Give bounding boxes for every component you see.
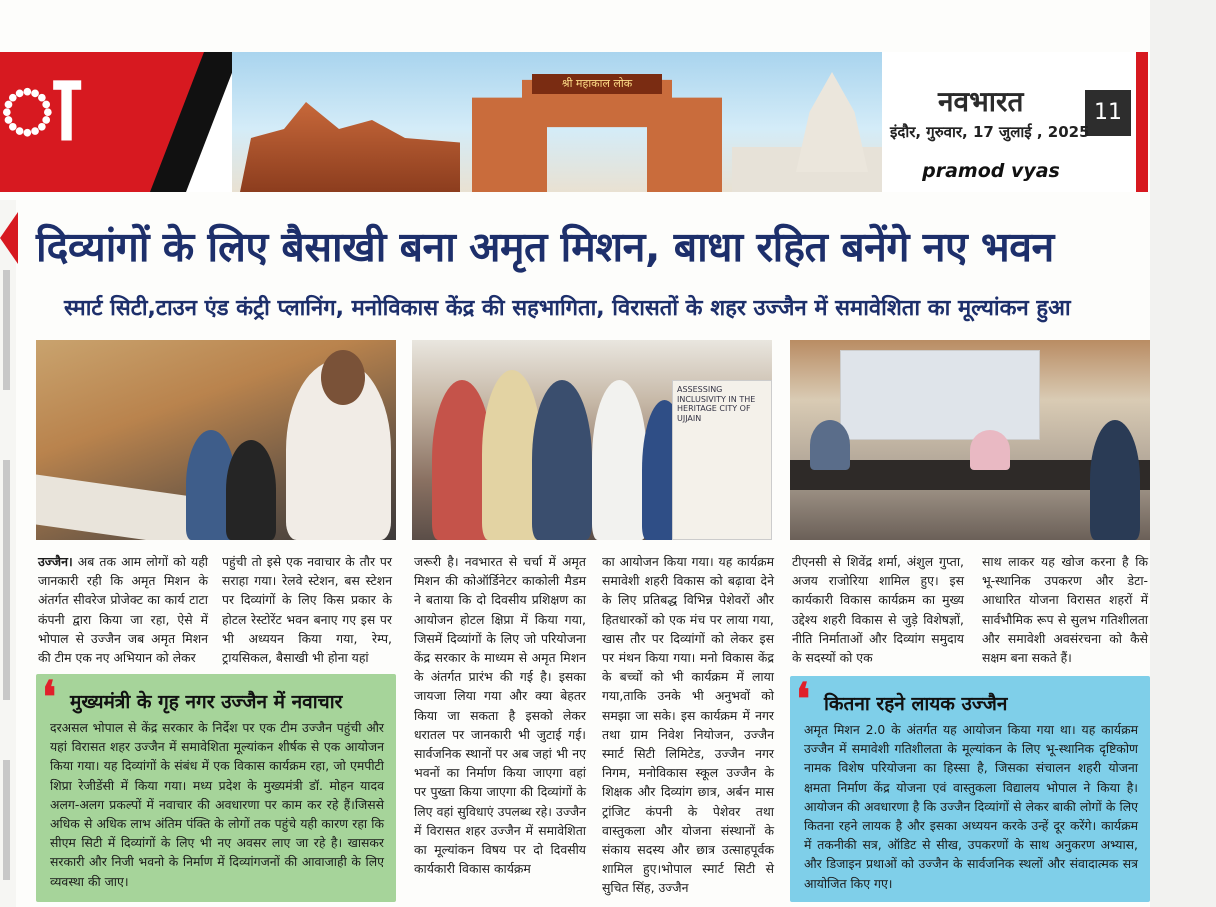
page-margin-right — [1150, 0, 1216, 907]
event-banner: ASSESSING INCLUSIVITY IN THE HERITAGE CITY OF UJJAIN — [672, 380, 772, 540]
sidebar-box-title: कितना रहने लायक उज्जैन — [824, 693, 1008, 715]
quote-mark-icon: ❛ — [796, 674, 811, 725]
section-marker-arrow — [0, 212, 18, 264]
attendee-figure — [1090, 420, 1140, 540]
sidebar-box-livability — [790, 676, 1150, 902]
speaker-head — [321, 350, 365, 405]
projection-screen — [840, 350, 1040, 440]
masthead-right-rule — [1136, 52, 1148, 192]
article-column-1-text: अब तक आम लोगों को यही जानकारी रही कि अमृत मिशन के अंतर्गत सीवरेज प्रोजेक्ट का कार्य टाटा कंपनी द्वारा किया जा रहा, ऐसे में भोपाल से उज्जैन जब अमृत मिशन की टीम एक नए अभियान को लेकर — [38, 554, 208, 666]
quote-mark-icon: ❛ — [42, 672, 57, 723]
attendee-figure — [226, 440, 276, 540]
adjacent-page-mark — [3, 760, 10, 880]
attendee-figure — [810, 420, 850, 470]
participant-figure — [532, 380, 592, 540]
temple-illustration — [240, 102, 460, 192]
author-tag: pramod vyas — [904, 154, 1078, 188]
adjacent-page-mark — [3, 270, 10, 390]
newspaper-name: नवभारत — [938, 85, 1024, 118]
dateline-lead: उज्जैन। — [38, 554, 73, 569]
article-column-6: साथ लाकर यह खोज करना है कि भू-स्थानिक उपकरण और डेटा-आधारित योजना विरासत शहरों में सार्वभौमिक रूप से सुलभ गतिशीलता और समावेशी अवसंरचना को कैसे सक्षम बना सकते हैं। — [982, 554, 1148, 666]
sidebar-box-text: दरअसल भोपाल से केंद्र सरकार के निर्देश पर एक टीम उज्जैन पहुंची और यहां विरासत शहर उज्जैन में समावेशिता मूल्यांकन शीर्षक से एक आयोजन किया गया। यह दिव्यांगों के संबंध में एक विकास कार्यक्रम रहा, जो एमपीटी शिप्रा रेजीडेंसी में किया गया। मध्य प्रदेश के मुख्यमंत्री डॉ. मोहन यादव अलग-अलग प्रकल्पों में नवाचार की अवधारणा पर काम कर रहे हैं।जिससे अधिक से अधिक लाभ अंतिम पंक्ति के लोगों तक पहुंचे यही कारण रहा कि सीएम सिटी में दिव्यांगों के लिए भी नए अवसर लाए जा रहे है। खासकर सरकारी और निजी भवनो के निर्माण में दिव्यांगजनों की आवाजाही के लिए व्यवस्था की जाए। — [50, 720, 384, 889]
article-column-4: का आयोजन किया गया। यह कार्यक्रम समावेशी शहरी विकास को बढ़ावा देने के लिए प्रतिबद्ध विभिन्न पेशेवरों और हितधारकों को एक मंच पर लाया गया, खास तौर पर दिव्यांगों को लेकर इस पर मंथन किया गया। मनो विकास केंद्र के बच्चों को भी कार्यक्रम में लाया गया,ताकि उनके भी अनुभवों को समझा जा सके। इस कार्यक्रम में नगर तथा ग्राम निवेश नियोजन, उज्जैन स्मार्ट सिटी लिमिटेड, उज्जैन नगर निगम, मनोविकास स्कूल उज्जैन के शिक्षक और दिव्यांग छात्र, अर्बन मास ट्रांजिट कंपनी के पेशेवर तथा वास्तुकला और योजना संस्थानों के संकाय सदस्य और छात्र उत्साहपूर्वक शामिल हुए।भोपाल स्मार्ट सिटी से सुचित सिंह, उज्जैन — [602, 554, 774, 896]
article-column-2: पहुंची तो इसे एक नवाचार के तौर पर सराहा गया। रेलवे स्टेशन, बस स्टेशन पर दिव्यांगों के लिए किस प्रकार के होटल रेस्टोरेंट भवन बनाए गए इस पर भी अध्ययन किया गया, रेम्प, ट्रायसिकल, बैसाखी भी होना यहां — [222, 554, 392, 666]
headline: दिव्यांगों के लिए बैसाखी बना अमृत मिशन, बाधा रहित बनेंगे नए भवन — [36, 223, 1054, 271]
gate-sign-text: श्री महाकाल लोक — [532, 74, 662, 94]
shikhara-illustration — [787, 72, 877, 172]
attendee-figure — [970, 430, 1010, 470]
page-number: 11 — [1085, 90, 1131, 136]
participant-figure — [592, 380, 647, 540]
sidebar-box-title: मुख्यमंत्री के गृह नगर उज्जैन में नवाचार — [70, 691, 343, 713]
photo-conference-room — [790, 340, 1150, 540]
sidebar-box-text: अमृत मिशन 2.0 के अंतर्गत यह आयोजन किया गया था। यह कार्यक्रम उज्जैन में समावेशी गतिशीलता के मूल्यांकन के लिए भू-स्थानिक दृष्टिकोण नामक विशेष परियोजना का हिस्सा है, जिसका संचालन शहरी योजना क्षमता निर्माण केंद्र योजना एवं वास्तुकला विद्यालय भोपाल ने किया है। आयोजन की अवधारणा है कि उज्जैन दिव्यांगों से लेकर बाकी लोगों के लिए कितना रहने लायक है और इसका अध्ययन करके उन्हें दूर करेंगे। कार्यक्रम में तकनीकी सत्र, ऑडिट से सीख, उपकरणों के साथ अनुकरण अभ्यास, और डिजाइन प्रथाओं को उज्जैन के सार्वजनिक स्थलों और संवादात्मक सत्र आयोजित किए गए। — [804, 722, 1138, 891]
masthead-temple-illustration — [232, 52, 882, 192]
masthead — [0, 52, 1150, 192]
masthead-section-glyph: ा — [0, 54, 79, 161]
photo-group-participants — [412, 340, 772, 540]
adjacent-page-strip — [0, 200, 16, 907]
article-column-5: टीएनसी से शिवेंद्र शर्मा, अंशुल गुप्ता, अजय राजोरिया शामिल हुए। इस कार्यकारी विकास कार्यक्रम का मुख्य उद्देश्य शहरी विकास से जुड़े विशेषज्ञों, नीति निर्माताओं और दिव्यांग समुदाय के सदस्यों को एक — [792, 554, 964, 666]
adjacent-page-mark — [3, 460, 10, 700]
dateline: इंदौर, गुरुवार, 17 जुलाई , 2025 — [890, 123, 1090, 141]
article-column-1 — [38, 552, 208, 667]
sidebar-box-cm-hometown — [36, 674, 396, 902]
photo-speaker-at-meeting — [36, 340, 396, 540]
subheadline: स्मार्ट सिटी,टाउन एंड कंट्री प्लानिंग, मनोविकास केंद्र की सहभागिता, विरासतों के शहर उज्जैन में समावेशिता का मूल्यांकन हुआ — [64, 296, 1071, 321]
article-column-3: जरूरी है। नवभारत से चर्चा में अमृत मिशन की कोऑर्डिनेटर काकोली मैडम ने बताया कि दो दिवसीय प्रशिक्षण का आयोजन होटल क्षिप्रा में किया गया, जिसमें दिव्यांगों के लिए जो परियोजना केंद्र सरकार के माध्यम से अमृत मिशन के अंतर्गत प्रारंभ की गई है। इसका जायजा लिया गया और क्या बेहतर किया जा सकता है इसको लेकर धरातल पर जानकारी भी जुटाई गई। सार्वजनिक स्थानों पर अब जहां भी नए भवनों का निर्माण किया जाएगा वहां पर पुख्ता किया जाएगा की दिव्यांगों के लिए वहां सुविधाएं उपलब्ध रहे। उज्जैन में विरासत शहर उज्जैन में समावेशिता का मूल्यांकन विषय पर दो दिवसीय कार्यकारी विकास कार्यक्रम — [414, 554, 586, 877]
